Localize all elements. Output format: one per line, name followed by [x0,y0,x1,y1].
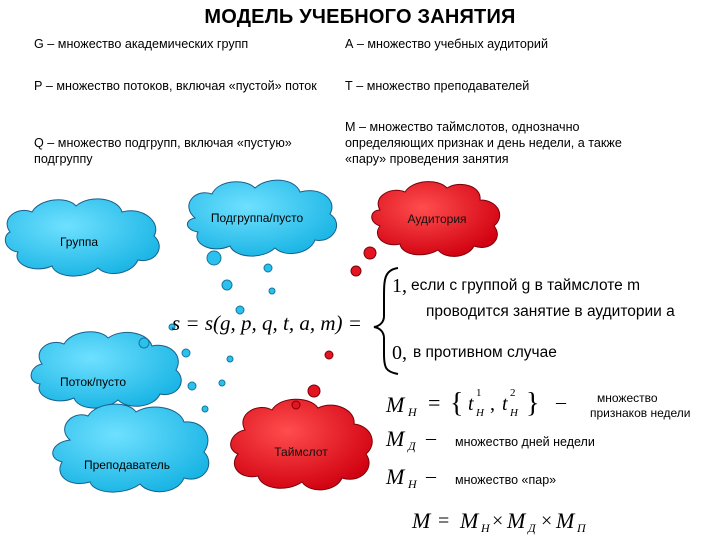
prod-mh: M [460,508,479,533]
set-mp [385,464,556,491]
mh-dash: – [556,391,566,413]
mh-t2: t [502,393,508,415]
mh-t2-sup: 2 [510,387,516,399]
cloud-subgroup-label: Подгруппа/пусто [210,211,304,225]
dot [308,385,320,397]
set-mh [385,387,690,420]
cloud-group-label: Группа [59,235,99,249]
formula-case0-value: 0, [392,342,407,364]
piecewise-formula [172,268,675,374]
md-symbol: M [386,426,405,451]
dot [202,406,208,412]
dot [364,247,376,259]
mh-open-brace: { [450,388,464,419]
definition-t: Т – множество преподавателей [345,79,530,93]
dot [269,288,275,294]
definition-m: М – множество таймслотов, однозначно определяющих признак и день недели, а также «пару» проведения занятия [345,120,622,166]
prod-times1: × [492,510,504,532]
prod-mh-sub: H [481,521,490,535]
set-product [411,508,587,535]
prod-m: M [412,508,431,533]
cloud-room [372,182,500,257]
dot [188,382,196,390]
mh-eq: = [428,390,441,415]
mh-desc-line2: признаков недели [590,406,691,420]
mp-desc: множество «пар» [455,473,557,487]
dot [227,356,233,362]
formula-lhs: s = s(g, p, q, t, a, m) = [172,311,362,335]
mh-t2-sub: H [510,407,518,419]
prod-mp: M [556,508,575,533]
dot [219,380,225,386]
prod-md: M [507,508,526,533]
formula-case1-line2: проводится занятие в аудитории a [426,303,675,320]
mp-sub: Н [408,477,417,491]
cloud-stream-label: Поток/пусто [59,375,127,389]
md-desc: множество дней недели [455,435,595,449]
prod-mp-sub: П [577,521,586,535]
md-sub: Д [408,439,416,453]
mp-dash: – [426,465,436,487]
mh-close-brace: } [526,388,540,419]
mh-t1-sub: H [476,407,484,419]
prod-eq: = [438,510,450,532]
mh-desc-line1: множество [597,391,658,405]
dot [139,338,149,348]
cloud-teacher [53,404,209,492]
mh-sub: H [408,405,417,419]
dot [182,349,190,357]
dot [264,264,272,272]
cloud-subgroup [187,180,336,256]
cloud-timeslot-label: Таймслот [274,445,328,459]
formula-case0-text: в противном случае [413,344,557,361]
sets-block [385,387,690,535]
definition-g: G – множество академических групп [34,37,249,51]
cloud-teacher-label: Преподаватель [83,458,171,472]
md-dash: – [426,427,436,449]
formula-case1-value: 1, [392,275,407,297]
prod-times2: × [541,510,553,532]
definition-a: А – множество учебных аудиторий [345,37,548,51]
formula-case1-line1: если с группой g в таймслоте m [411,277,640,294]
cloud-group [5,199,159,276]
cloud-room-label: Аудитория [407,212,467,226]
page-title: МОДЕЛЬ УЧЕБНОГО ЗАНЯТИЯ [204,6,516,28]
dot [292,401,300,409]
mp-symbol: M [386,464,405,489]
prod-md-sub: Д [528,521,536,535]
mh-t1: t [468,393,474,415]
dot [222,280,232,290]
definition-q: Q – множество подгрупп, включая «пустую» подгруппу [34,136,292,166]
cloud-timeslot [231,399,373,490]
dot [351,266,361,276]
mh-symbol: M [386,392,405,417]
mh-t1-sup: 1 [476,387,482,399]
cloud-stream [31,332,181,408]
definition-p: Р – множество потоков, включая «пустой» поток [34,79,317,93]
dot [325,351,333,359]
set-md [385,426,595,453]
mh-comma: , [490,393,495,415]
dot [207,251,221,265]
